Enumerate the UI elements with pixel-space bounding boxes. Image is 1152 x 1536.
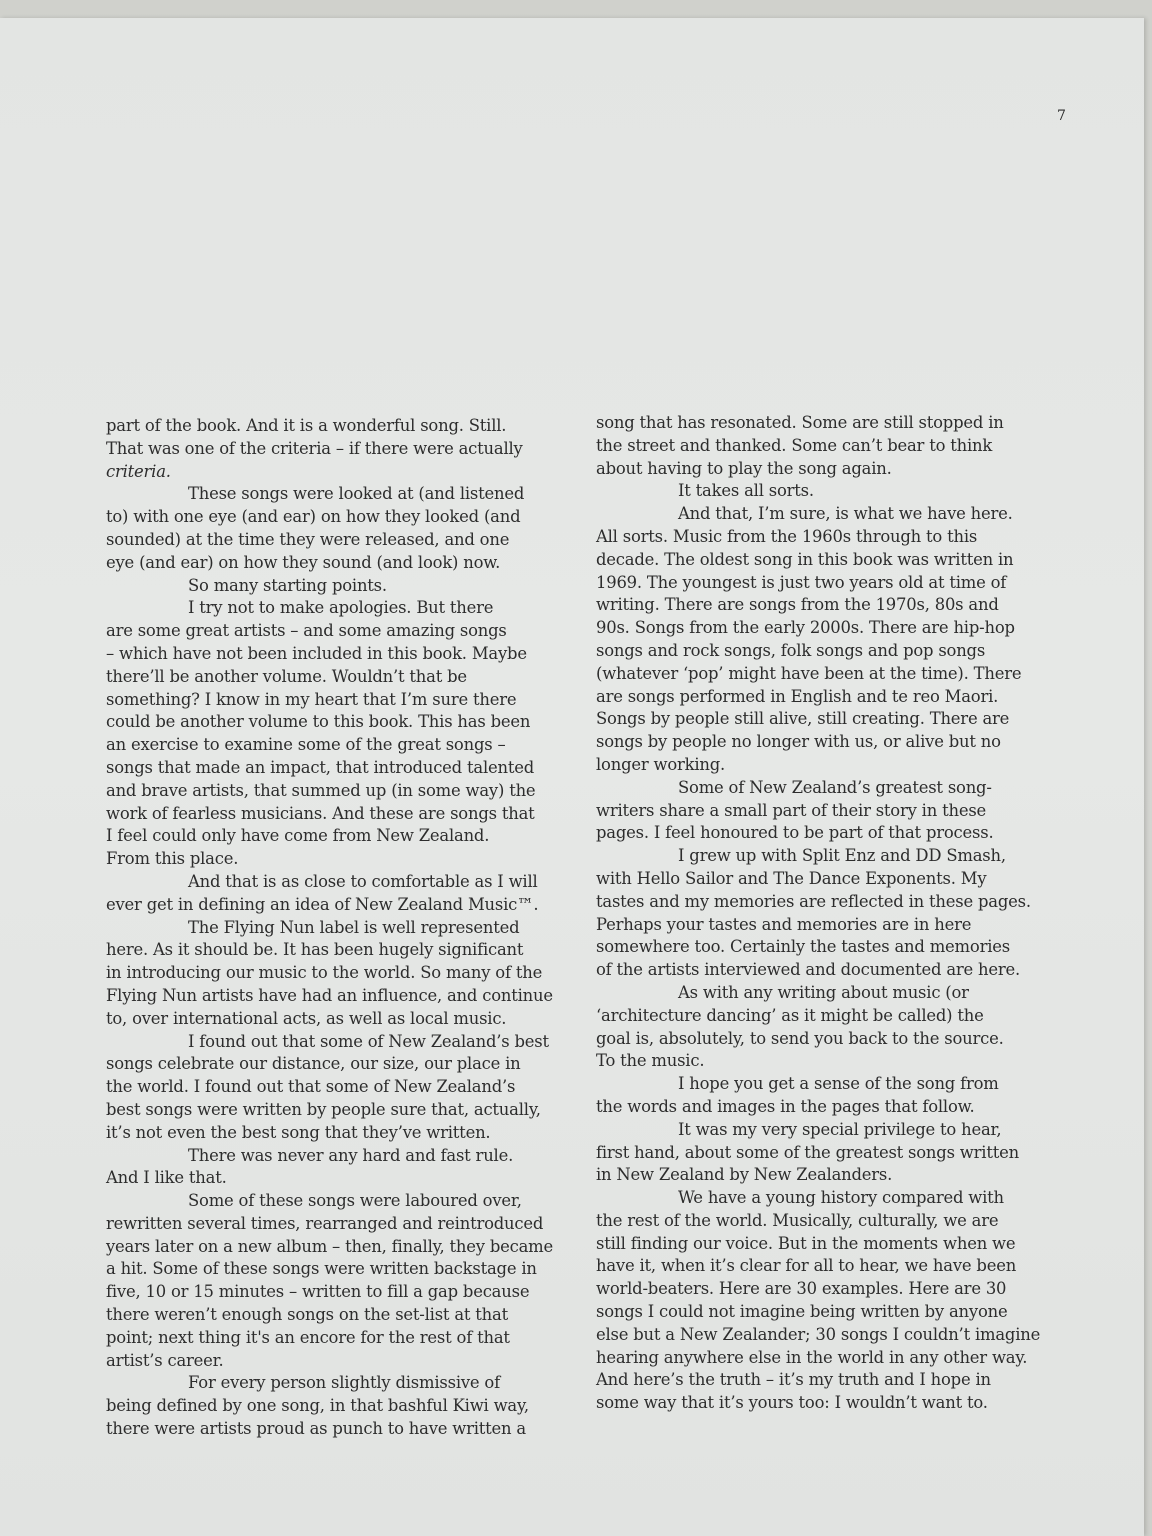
text-line: years later on a new album – then, finally, they became (106, 1236, 554, 1256)
text-line: songs celebrate our distance, our size, our place in (106, 1054, 521, 1074)
text-line: writers share a small part of their story in these (596, 800, 987, 820)
text-line: longer working. (596, 754, 726, 774)
text-line: world-beaters. Here are 30 examples. Here are 30 (596, 1279, 1007, 1299)
text-line: So many starting points. (188, 575, 387, 595)
text-line: are songs performed in English and te reo Maori. (596, 686, 999, 706)
text-line: All sorts. Music from the 1960s through to this (596, 526, 978, 546)
text-line: writing. There are songs from the 1970s, 80s and (596, 595, 999, 615)
text-line: and brave artists, that summed up (in some way) the (106, 780, 536, 800)
text-line: there were artists proud as punch to have written a (106, 1419, 526, 1439)
text-line: pages. I feel honoured to be part of that process. (596, 823, 994, 843)
text-line: We have a young history compared with (678, 1188, 1004, 1208)
text-line: The Flying Nun label is well represented (188, 917, 520, 937)
text-line: And I like that. (106, 1168, 227, 1188)
text-line: to, over international acts, as well as local music. (106, 1008, 507, 1028)
text-line: point; next thing it's an encore for the rest of that (106, 1327, 510, 1347)
text-line: could be another volume to this book. This has been (106, 712, 531, 732)
text-line: it’s not even the best song that they’ve written. (106, 1122, 491, 1142)
text-line: artist’s career. (106, 1350, 224, 1370)
text-line: As with any writing about music (or (678, 982, 969, 1002)
text-line: I hope you get a sense of the song from (678, 1074, 999, 1094)
text-line: It was my very special privilege to hear, (678, 1119, 1002, 1139)
text-line: songs and rock songs, folk songs and pop songs (596, 640, 986, 660)
text-line: songs by people no longer with us, or alive but no (596, 732, 1001, 752)
text-line: Flying Nun artists have had an influence, and continue (106, 985, 553, 1005)
text-line: rewritten several times, rearranged and reintroduced (106, 1213, 544, 1233)
text-line: hearing anywhere else in the world in any other way. (596, 1347, 1028, 1367)
text-line: Perhaps your tastes and memories are in here (596, 914, 972, 934)
text-line: the world. I found out that some of New Zealand’s (106, 1077, 516, 1097)
text-line: I feel could only have come from New Zealand. (106, 826, 490, 846)
page-number: 7 (1057, 108, 1066, 124)
text-line: have it, when it’s clear for all to hear, we have been (596, 1256, 1017, 1276)
text-line: eye (and ear) on how they sound (and look) now. (106, 552, 501, 572)
text-line: best songs were written by people sure that, actually, (106, 1099, 541, 1119)
text-line: the words and images in the pages that follow. (596, 1096, 975, 1116)
text-line: sounded) at the time they were released, and one (106, 529, 510, 549)
text-line: a hit. Some of these songs were written backstage in (106, 1259, 537, 1279)
book-page (0, 18, 1144, 1536)
text-line: And here’s the truth – it’s my truth and I hope in (596, 1370, 991, 1390)
text-line: in introducing our music to the world. So many of the (106, 963, 543, 983)
text-line: in New Zealand by New Zealanders. (596, 1165, 893, 1185)
text-line: somewhere too. Certainly the tastes and memories (596, 937, 1010, 957)
text-line: ‘architecture dancing’ as it might be called) the (596, 1005, 984, 1025)
text-line: are some great artists – and some amazing songs (106, 621, 507, 641)
text-line: of the artists interviewed and documented are here. (596, 960, 1021, 980)
text-line: something? I know in my heart that I’m sure there (106, 689, 517, 709)
text-line: ever get in defining an idea of New Zealand Music™. (106, 894, 539, 914)
text-line: still finding our voice. But in the moments when we (596, 1233, 1016, 1253)
text-line: From this place. (106, 849, 239, 869)
text-line: There was never any hard and fast rule. (188, 1145, 514, 1165)
text-line: goal is, absolutely, to send you back to the source. (596, 1028, 1004, 1048)
text-line: – which have not been included in this book. Maybe (106, 643, 527, 663)
text-line: to) with one eye (and ear) on how they looked (and (106, 507, 521, 527)
text-line: about having to play the song again. (596, 458, 892, 478)
right-text-column (596, 412, 1076, 1415)
text-line: 1969. The youngest is just two years old at time of (596, 572, 1007, 592)
text-line: with Hello Sailor and The Dance Exponents. My (596, 868, 987, 888)
text-line: else but a New Zealander; 30 songs I couldn’t imagine (596, 1324, 1041, 1344)
text-line: work of fearless musicians. And these are songs that (106, 803, 535, 823)
text-line: the rest of the world. Musically, culturally, we are (596, 1210, 999, 1230)
text-line: And that is as close to comfortable as I will (188, 871, 538, 891)
text-line: That was one of the criteria – if there were actually (106, 438, 523, 458)
text-line: some way that it’s yours too: I wouldn’t want to. (596, 1393, 988, 1413)
text-line: Some of New Zealand’s greatest song- (678, 777, 992, 797)
text-line: I try not to make apologies. But there (188, 598, 494, 618)
text-line: songs that made an impact, that introduced talented (106, 757, 535, 777)
text-line: For every person slightly dismissive of (188, 1373, 500, 1393)
text-line: Some of these songs were laboured over, (188, 1191, 522, 1211)
text-line: tastes and my memories are reflected in these pages. (596, 891, 1031, 911)
text-line: I found out that some of New Zealand’s best (188, 1031, 549, 1051)
text-line: part of the book. And it is a wonderful song. Still. (106, 416, 507, 435)
text-line: decade. The oldest song in this book was written in (596, 549, 1014, 569)
text-line: there weren’t enough songs on the set-list at that (106, 1305, 508, 1325)
text-line: I grew up with Split Enz and DD Smash, (678, 846, 1006, 866)
text-line: five, 10 or 15 minutes – written to fill a gap because (106, 1282, 530, 1302)
left-text-column (106, 415, 586, 1441)
text-line: an exercise to examine some of the great songs – (106, 735, 506, 755)
text-line: Songs by people still alive, still creating. There are (596, 709, 1010, 729)
text-line: To the music. (596, 1051, 705, 1071)
text-line: And that, I’m sure, is what we have here. (678, 504, 1013, 524)
text-line: songs I could not imagine being written by anyone (596, 1302, 1008, 1322)
text-line: there’ll be another volume. Wouldn’t that be (106, 666, 467, 686)
text-line: criteria. (106, 461, 171, 481)
text-line: song that has resonated. Some are still stopped in (596, 413, 1004, 432)
text-line: These songs were looked at (and listened (188, 484, 525, 504)
text-line: being defined by one song, in that bashful Kiwi way, (106, 1396, 529, 1416)
text-line: 90s. Songs from the early 2000s. There are hip-hop (596, 618, 1015, 638)
text-line: the street and thanked. Some can’t bear to think (596, 435, 993, 455)
text-line: here. As it should be. It has been hugely significant (106, 940, 524, 960)
text-line: It takes all sorts. (678, 481, 814, 501)
text-line: first hand, about some of the greatest songs written (596, 1142, 1019, 1162)
text-line: (whatever ‘pop’ might have been at the time). There (596, 663, 1022, 683)
